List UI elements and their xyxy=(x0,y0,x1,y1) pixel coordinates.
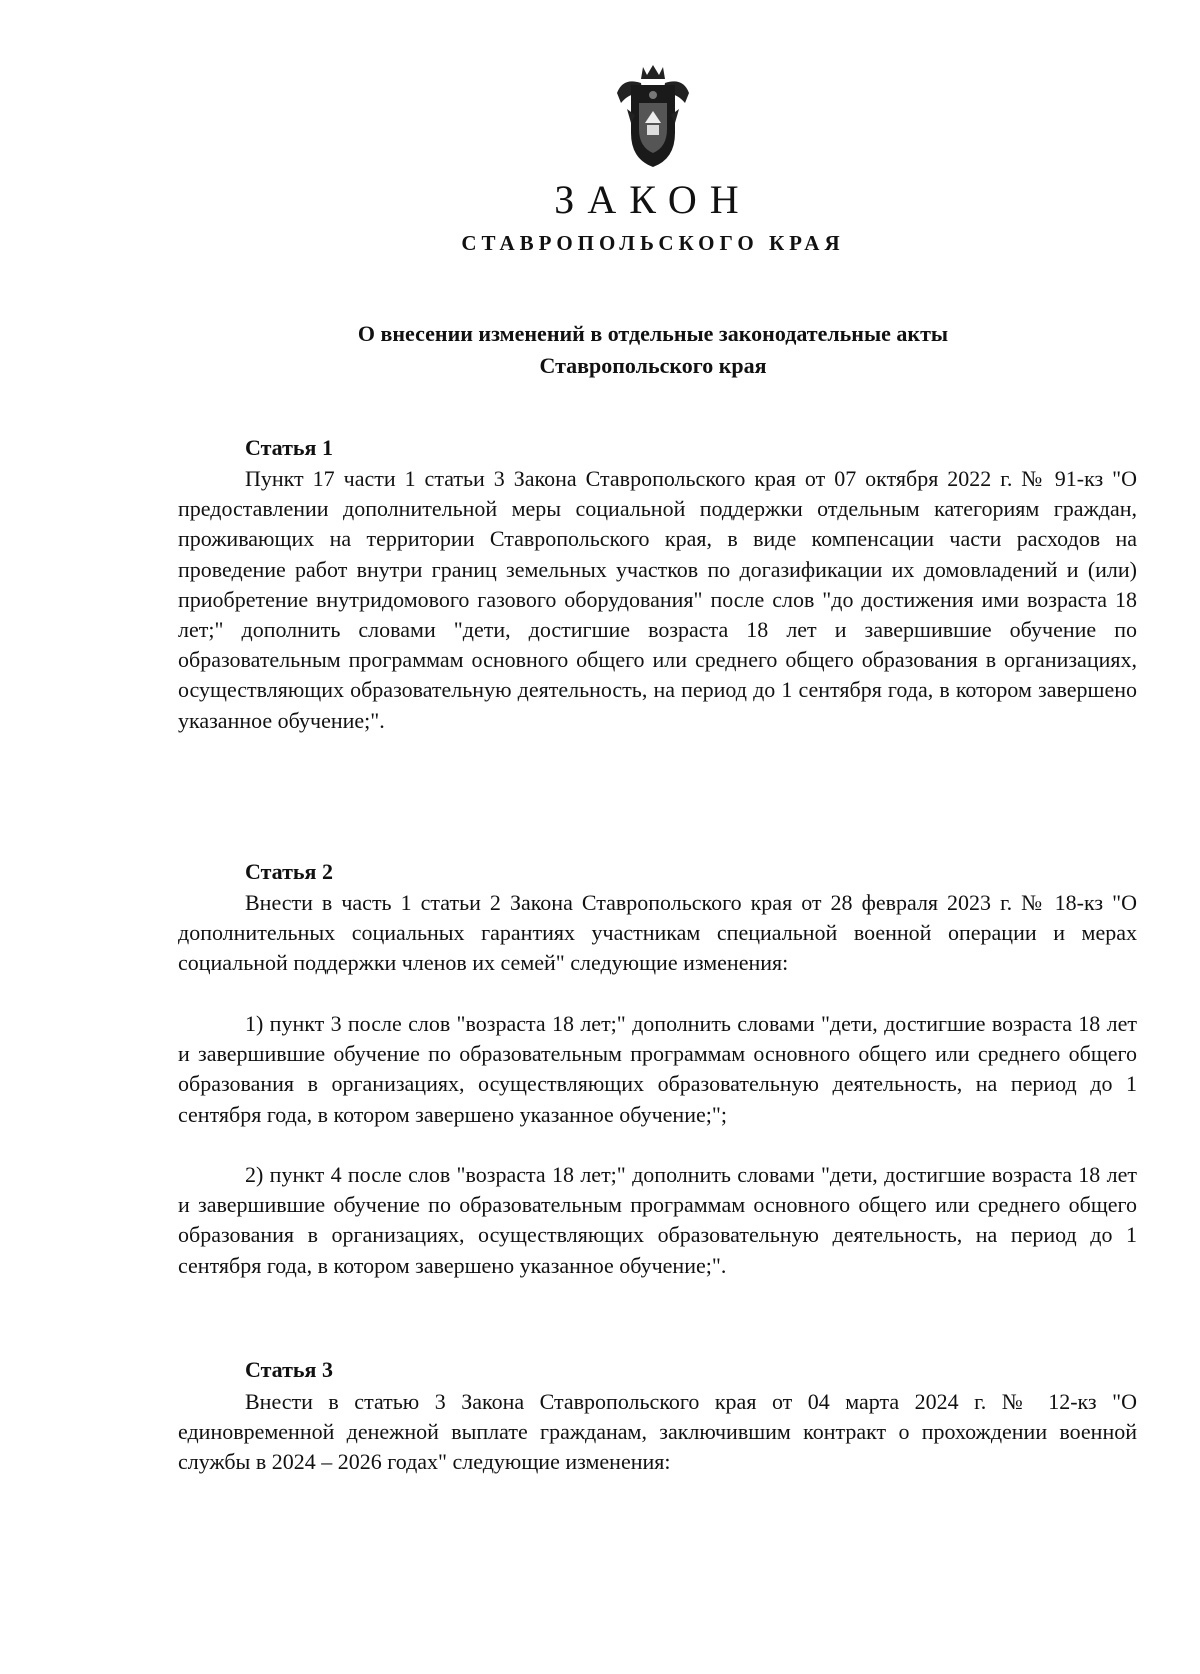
article-1-heading: Статья 1 xyxy=(245,435,333,460)
article-2-paragraph: Внести в часть 1 статьи 2 Закона Ставропольского края от 28 февраля 2023 г. № 18-кз "О дополнительных социальных гарантиях участникам специальной военной операции и мерах социальной поддержки членов их семей" следующие изменения: xyxy=(178,890,1137,976)
law-title-line: Ставропольского края xyxy=(539,353,767,378)
article-3-paragraph: Внести в статью 3 Закона Ставропольского края от 04 марта 2024 г. № 12-кз "О единовременной денежной выплате гражданам, заключившим контракт о прохождении военной службы в 2024 – 2026 годах" следующие изменения: xyxy=(178,1389,1137,1475)
law-title-line: О внесении изменений в отдельные законодательные акты xyxy=(357,321,949,346)
coat-of-arms-icon xyxy=(613,63,693,171)
law-title xyxy=(0,318,1200,382)
article-3-heading: Статья 3 xyxy=(245,1357,333,1382)
law-region: СТАВРОПОЛЬСКОГО КРАЯ xyxy=(461,231,845,255)
article-2-heading: Статья 2 xyxy=(245,859,333,884)
article-2-item-1: 1) пункт 3 после слов "возраста 18 лет;" дополнить словами "дети, достигшие возраста 18 лет и завершившие обучение по образовательным программам основного общего или среднего общего образования в организациях, осуществляющих образовательную деятельность, на период до 1 сентября года, в котором завершено указанное обучение;"; xyxy=(178,1011,1137,1127)
article-1-paragraph: Пункт 17 части 1 статьи 3 Закона Ставропольского края от 07 октября 2022 г. № 91-кз "О предоставлении дополнительной меры социальной поддержки отдельным категориям граждан, проживающих на территории Ставропольского края, в виде компенсации части расходов на проведение работ внутри границ земельных участков по догазификации их домовладений и (или) приобретение внутридомового газового оборудования" после слов "до достижения ими возраста 18 лет;" дополнить словами "дети, достигшие возраста 18 лет и завершившие обучение по образовательным программам основного общего или среднего общего образования в организациях, осуществляющих образовательную деятельность, на период до 1 сентября года, в котором завершено указанное обучение;". xyxy=(178,466,1137,733)
law-heading: ЗАКОН xyxy=(554,177,752,222)
article-2-item-2: 2) пункт 4 после слов "возраста 18 лет;" дополнить словами "дети, достигшие возраста 18 лет и завершившие обучение по образовательным программам основного общего или среднего общего образования в организациях, осуществляющих образовательную деятельность, на период до 1 сентября года, в котором завершено указанное обучение;". xyxy=(178,1162,1137,1278)
